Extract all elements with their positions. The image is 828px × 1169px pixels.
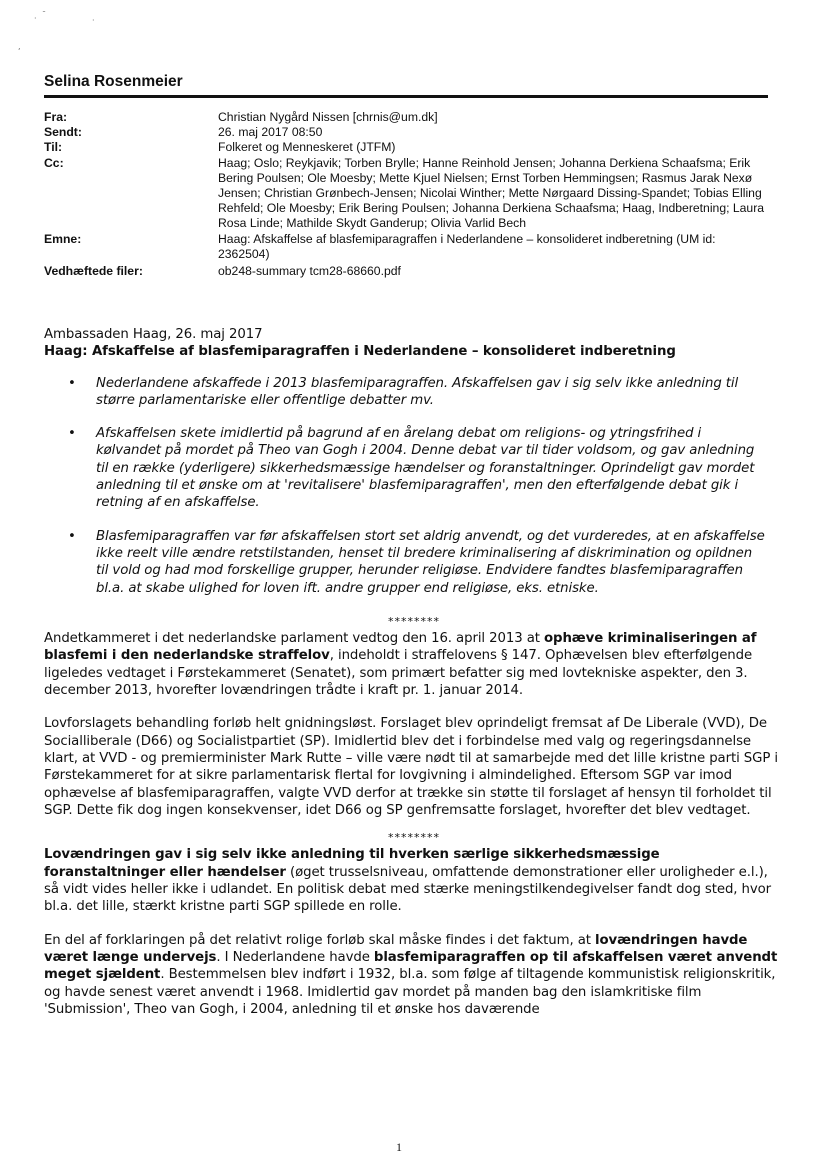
header-to-value: Folkeret og Menneskeret (JTFM) bbox=[218, 140, 396, 155]
sender-name: Selina Rosenmeier bbox=[44, 73, 183, 90]
header-from-row bbox=[44, 110, 778, 125]
header-cc-row bbox=[44, 156, 778, 232]
header-attachments-row bbox=[44, 264, 778, 279]
header-label: Sendt: bbox=[44, 125, 82, 140]
summary-bullets bbox=[44, 375, 784, 597]
bold-text: Lovændringen gav i sig selv ikke anledning til hverken særlige sikkerhedsmæssige foranstaltninger eller hændelser bbox=[44, 847, 660, 880]
header-label: Fra: bbox=[44, 110, 68, 124]
text-run: , indeholdt i straffelovens § 147. Ophævelsen blev efterfølgende ligeledes vedtaget i Førstekammeret (Senatet), som primært befatter sig med lovtekniske aspekter, den 3. december 2013, hvorefter lovændringen trådte i kraft pr. 1. januar 2014. bbox=[44, 648, 753, 699]
paragraph-2: Lovforslagets behandling forløb helt gnidningsløst. Forslaget blev oprindeligt fremsat af De Liberale (VVD), De Socialliberale (D66) og Socialistpartiet (SP). Imidlertid blev det i forbindelse med valg og regeringsdannelse klart, at VVD - og premierminister Mark Rutte – ville være nødt til at samarbejde med det lille kristne parti SGP i Førstekammeret for at sikre parlamentarisk flertal for lovgivning i almindelighed. Eftersom SGP var imod ophævelse af blasfemiparagraffen, valgte VVD derfor at trække sin støtte til forslaget af hensyn til forholdet til SGP. Dette fik dog ingen konsekvenser, idet D66 og SP genfremsatte forslaget, hvorefter det blev vedtaget. bbox=[44, 716, 778, 818]
header-from-value[interactable]: Christian Nygård Nissen [chrnis@um.dk] bbox=[218, 110, 438, 124]
paragraph-3 bbox=[44, 846, 784, 915]
header-sent-row bbox=[44, 125, 778, 140]
header-to-row bbox=[44, 140, 778, 155]
paragraph-4 bbox=[44, 932, 784, 1018]
scan-speck: ˉ bbox=[42, 10, 46, 19]
header-label: Cc: bbox=[44, 155, 64, 170]
header-sent-value: 26. maj 2017 08:50 bbox=[218, 125, 323, 140]
header-label: Emne: bbox=[44, 231, 82, 246]
summary-bullet: • Afskaffelsen skete imidlertid på bagrund af en årelang debat om religions- og ytringsfrihed i kølvandet på mordet på Theo van Gogh i 2004. Denne debat var til tider voldsom, og gav anledning til en række (yderligere) sikkerhedsmæssige hændelser og foranstaltninger. Oprindeligt gav mordet anledning til et ønske om at 'revitalisere' blasfemiparagraffen', men den efterfølgende debat gik i retning af en afskaffelse. bbox=[44, 425, 768, 511]
scan-speck: , bbox=[18, 42, 21, 51]
text-run: (øget trusselsniveau, omfattende demonstrationer eller uroligheder e.l.), så vidt vides heller ikke i udlandet. En politisk debat med stærke meningstilkendegivelser fandt dog sted, hvor bl.a. det lille, stærkt kristne parti SGP spillede en rolle. bbox=[44, 864, 772, 915]
header-subject-value: Haag: Afskaffelse af blasfemiparagraffen i Nederlandene – konsolideret indberetning (UM id: 2362504) bbox=[218, 231, 716, 261]
bold-text: lovændringen havde været længe undervejs bbox=[44, 932, 748, 965]
paragraph-1 bbox=[44, 630, 784, 699]
document-body bbox=[44, 326, 784, 1034]
text-run: . I Nederlandene havde bbox=[216, 949, 374, 965]
section-separator: ******** bbox=[388, 831, 440, 845]
header-divider bbox=[44, 95, 768, 98]
text-run: Andetkammeret i det nederlandske parlament vedtog den 16. april 2013 at bbox=[44, 631, 544, 647]
bold-text: ophæve kriminaliseringen af blasfemi i den nederlandske straffelov bbox=[44, 631, 757, 664]
page-number: 1 bbox=[396, 1140, 402, 1154]
dateline: Ambassaden Haag, 26. maj 2017 bbox=[44, 327, 263, 342]
document-title: Haag: Afskaffelse af blasfemiparagraffen i Nederlandene – konsolideret indberetning bbox=[44, 344, 676, 360]
text-run: En del af forklaringen på det relativt rolige forløb skal måske findes i det faktum, at bbox=[44, 932, 596, 948]
scan-speck: · bbox=[34, 14, 37, 23]
scan-speck: · bbox=[92, 16, 95, 25]
header-cc-value: Haag; Oslo; Reykjavik; Torben Brylle; Hanne Reinhold Jensen; Johanna Derkiena Schaafsma; Erik Bering Poulsen; Ole Moesby; Mette Kjuel Nielsen; Ernst Torben Hemmingsen; Rasmus Jarak Nexø Jensen; Christian Grønbech-Jensen; Nicolai Winther; Mette Nørgaard Dissing-Spandet; Tobias Elling Rehfeld; Ole Moesby; Erik Bering Poulsen; Johanna Derkiena Schaafsma; Haag, Indberetning; Laura Rosa Linde; Mathilde Skydt Ganderup; Olivia Varlid Bech bbox=[218, 155, 765, 231]
summary-bullet: • Blasfemiparagraffen var før afskaffelsen stort set aldrig anvendt, og det vurderedes, at en afskaffelse ikke reelt ville ændre retstilstanden, henset til bredere kriminalisering af diskrimination og opildnen til vold og had mod forskellige grupper, herunder religiøse. Endvidere fandtes blasfemiparagraffen bl.a. at skabe ulighed for loven ift. andre grupper end religiøse, eks. etniske. bbox=[44, 528, 768, 597]
section-separator: ******** bbox=[388, 614, 440, 628]
attachment-link[interactable]: ob248-summary tcm28-68660.pdf bbox=[218, 264, 401, 279]
bold-text: blasfemiparagraffen op til afskaffelsen været anvendt meget sjældent bbox=[44, 949, 778, 983]
header-subject-row bbox=[44, 232, 778, 262]
header-label: Til: bbox=[44, 140, 63, 155]
email-header bbox=[44, 110, 778, 279]
text-run: . Bestemmelsen blev indført i 1932, bl.a. som følge af tiltagende kommunistisk religionskritik, og havde senest været anvendt i 1968. Imidlertid gav mordet på manden bag den islamkritiske film 'Submission', Theo van Gogh, i 2004, anledning til et ønske hos daværende bbox=[44, 967, 776, 1017]
header-label: Vedhæftede filer: bbox=[44, 264, 143, 279]
summary-bullet: • Nederlandene afskaffede i 2013 blasfemiparagraffen. Afskaffelsen gav i sig selv ikke anledning til større parlamentariske eller offentlige debatter mv. bbox=[44, 375, 768, 410]
